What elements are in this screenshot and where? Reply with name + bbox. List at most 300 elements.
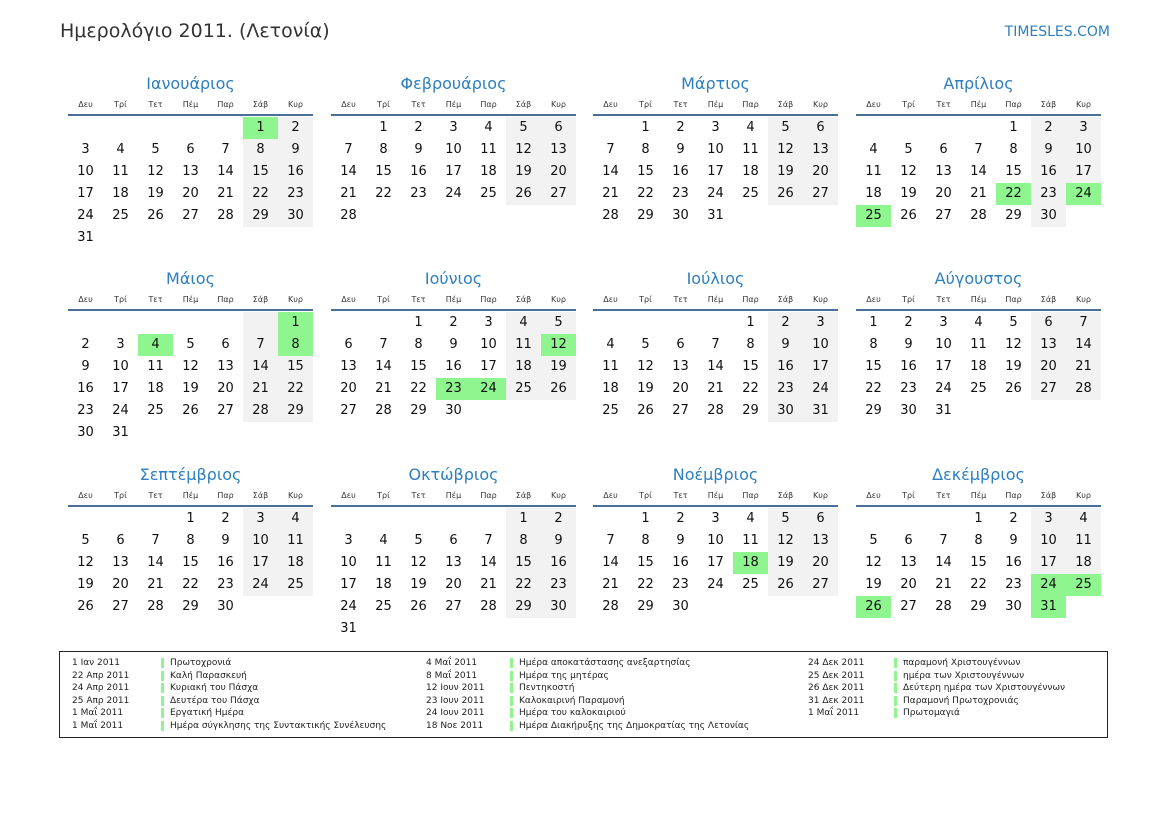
day-cell: 18	[742, 164, 759, 179]
day-cell: 3	[711, 120, 720, 135]
holiday-day-cell: 26	[856, 596, 891, 618]
day-cell: 2	[414, 120, 423, 135]
holiday-marker	[161, 658, 164, 668]
day-cell: 20	[445, 577, 462, 592]
weekday-label: Πέμ	[445, 100, 462, 109]
day-cell: 22	[278, 378, 313, 400]
weekday-label: Πέμ	[970, 100, 987, 109]
day-cell: 2	[221, 511, 230, 526]
day-cell: 5	[641, 337, 650, 352]
day-cell: 17	[112, 381, 129, 396]
weekday-label: Τετ	[673, 295, 688, 304]
day-cell: 7	[711, 337, 720, 352]
day-cell: 22	[970, 577, 987, 592]
day-cell: 18	[1066, 552, 1101, 574]
day-cell: 17	[935, 359, 952, 374]
day-cell: 27	[217, 403, 234, 418]
day-cell: 4	[379, 533, 388, 548]
day-cell: 7	[379, 337, 388, 352]
day-cell: 19	[182, 381, 199, 396]
holiday-day-cell: 4	[138, 334, 173, 356]
day-cell: 15	[637, 555, 654, 570]
day-cell: 12	[77, 555, 94, 570]
day-cell: 18	[602, 381, 619, 396]
day-cell: 10	[935, 337, 952, 352]
weekday-label: Κυρ	[1076, 295, 1091, 304]
day-cell: 9	[81, 359, 90, 374]
day-cell: 16	[410, 164, 427, 179]
day-cell: 24	[112, 403, 129, 418]
day-cell: 31	[112, 425, 129, 440]
days-grid	[68, 116, 313, 249]
day-cell: 26	[410, 599, 427, 614]
month-2	[331, 72, 576, 227]
day-cell: 7	[1066, 312, 1101, 334]
day-cell-empty	[436, 508, 471, 530]
day-cell: 19	[77, 577, 94, 592]
day-cell: 20	[340, 381, 357, 396]
holiday-name: Κυριακή του Πάσχα	[170, 683, 259, 694]
day-cell: 12	[1005, 337, 1022, 352]
day-cell: 16	[1005, 555, 1022, 570]
day-cell: 7	[484, 533, 493, 548]
day-cell: 26	[77, 599, 94, 614]
days-grid	[856, 507, 1101, 618]
day-cell: 10	[112, 359, 129, 374]
holiday-marker	[894, 708, 897, 718]
day-cell: 5	[186, 337, 195, 352]
day-cell: 28	[602, 599, 619, 614]
day-cell: 28	[375, 403, 392, 418]
day-cell: 17	[707, 555, 724, 570]
day-cell: 23	[278, 183, 313, 205]
weekday-label: Τετ	[148, 491, 163, 500]
day-cell: 11	[742, 142, 759, 157]
day-cell: 12	[506, 139, 541, 161]
day-cell: 3	[81, 142, 90, 157]
day-cell: 29	[278, 400, 313, 422]
days-grid	[331, 311, 576, 422]
day-cell: 18	[278, 552, 313, 574]
day-cell: 21	[147, 577, 164, 592]
day-cell: 20	[900, 577, 917, 592]
day-cell: 11	[506, 334, 541, 356]
day-cell: 13	[112, 555, 129, 570]
day-cell: 14	[707, 359, 724, 374]
weekday-label: Τετ	[411, 100, 426, 109]
day-cell: 22	[506, 574, 541, 596]
day-cell: 2	[1031, 117, 1066, 139]
day-cell: 18	[147, 381, 164, 396]
weekday-label: Σάβ	[252, 295, 269, 304]
holiday-day-cell: 22	[996, 183, 1031, 205]
day-cell-empty	[891, 117, 926, 139]
day-cell: 28	[243, 400, 278, 422]
day-cell: 13	[217, 359, 234, 374]
day-cell: 3	[939, 315, 948, 330]
holiday-name: Δευτέρα του Πάσχα	[170, 695, 260, 706]
weekday-label: Κυρ	[551, 100, 566, 109]
month-name: Μάιος	[166, 269, 215, 288]
day-cell: 23	[77, 403, 94, 418]
day-cell: 5	[541, 312, 576, 334]
day-cell-empty	[208, 312, 243, 334]
day-cell: 20	[112, 577, 129, 592]
day-cell: 12	[410, 555, 427, 570]
day-cell: 12	[182, 359, 199, 374]
day-cell: 10	[1031, 530, 1066, 552]
day-cell: 21	[340, 186, 357, 201]
weekday-label: Πέμ	[182, 491, 199, 500]
day-cell: 13	[340, 359, 357, 374]
weekday-label: Πέμ	[182, 295, 199, 304]
day-cell: 17	[480, 359, 497, 374]
weekday-header	[68, 487, 313, 507]
holiday-row	[426, 670, 756, 683]
holiday-row	[808, 670, 1138, 683]
holiday-marker	[161, 696, 164, 706]
day-cell: 27	[803, 574, 838, 596]
weekday-label: Δευ	[341, 295, 356, 304]
day-cell: 16	[768, 356, 803, 378]
day-cell: 21	[935, 577, 952, 592]
day-cell: 1	[186, 511, 195, 526]
weekday-label: Τρί	[377, 295, 390, 304]
holiday-date: 24 Απρ 2011	[72, 683, 130, 694]
day-cell-empty	[173, 312, 208, 334]
day-cell: 27	[340, 403, 357, 418]
month-4	[856, 72, 1101, 227]
day-cell: 11	[112, 164, 129, 179]
holiday-name: Ημέρα σύγκλησης της Συντακτικής Συνέλευσης	[170, 720, 387, 731]
day-cell: 5	[506, 117, 541, 139]
day-cell: 6	[939, 142, 948, 157]
day-cell: 4	[116, 142, 125, 157]
holiday-row	[426, 695, 756, 708]
holiday-name: παραμονή Χριστουγέννων	[903, 658, 1021, 668]
day-cell: 24	[445, 186, 462, 201]
day-cell: 5	[81, 533, 90, 548]
day-cell: 9	[768, 334, 803, 356]
day-cell: 3	[711, 511, 720, 526]
day-cell: 23	[672, 577, 689, 592]
day-cell: 23	[1005, 577, 1022, 592]
weekday-label: Δευ	[866, 295, 881, 304]
holiday-row	[72, 670, 402, 683]
weekday-label: Παρ	[1005, 295, 1022, 304]
day-cell: 23	[541, 574, 576, 596]
month-12	[856, 463, 1101, 618]
weekday-label: Τετ	[148, 100, 163, 109]
holiday-date: 1 Μαΐ 2011	[808, 708, 860, 719]
day-cell: 9	[1009, 533, 1018, 548]
day-cell: 17	[77, 186, 94, 201]
day-cell: 11	[742, 533, 759, 548]
day-cell: 20	[803, 552, 838, 574]
weekday-header	[593, 487, 838, 507]
day-cell: 3	[803, 312, 838, 334]
weekday-label: Κυρ	[288, 491, 303, 500]
weekday-header	[331, 487, 576, 507]
day-cell: 20	[182, 186, 199, 201]
day-cell: 31	[707, 208, 724, 223]
day-cell-empty	[961, 117, 996, 139]
day-cell: 30	[278, 205, 313, 227]
day-cell: 6	[904, 533, 913, 548]
day-cell-empty	[926, 117, 961, 139]
weekday-label: Κυρ	[1076, 100, 1091, 109]
day-cell: 22	[637, 577, 654, 592]
day-cell: 26	[147, 208, 164, 223]
day-cell: 2	[1009, 511, 1018, 526]
day-cell: 10	[707, 142, 724, 157]
holiday-marker	[510, 658, 513, 668]
weekday-label: Τρί	[114, 100, 127, 109]
weekday-label: Παρ	[742, 295, 759, 304]
day-cell: 4	[484, 120, 493, 135]
day-cell: 28	[480, 599, 497, 614]
day-cell: 25	[602, 403, 619, 418]
holiday-column	[426, 657, 756, 733]
day-cell: 2	[278, 117, 313, 139]
holiday-row	[808, 682, 1138, 695]
holiday-day-cell: 24	[1031, 574, 1066, 596]
day-cell: 3	[1031, 508, 1066, 530]
day-cell: 4	[1066, 508, 1101, 530]
day-cell: 19	[541, 356, 576, 378]
weekday-label: Σάβ	[252, 491, 269, 500]
holiday-date: 24 Ιουν 2011	[426, 708, 485, 719]
day-cell: 18	[865, 186, 882, 201]
holiday-marker	[510, 721, 513, 731]
weekday-label: Κυρ	[813, 100, 828, 109]
day-cell: 30	[217, 599, 234, 614]
day-cell: 15	[278, 356, 313, 378]
day-cell: 15	[637, 164, 654, 179]
day-cell-empty	[628, 312, 663, 334]
holiday-marker	[894, 683, 897, 693]
day-cell: 13	[935, 164, 952, 179]
day-cell: 8	[641, 142, 650, 157]
holiday-day-cell: 24	[1066, 183, 1101, 205]
day-cell: 11	[278, 530, 313, 552]
month-9	[68, 463, 313, 618]
weekday-header	[593, 291, 838, 311]
day-cell: 18	[112, 186, 129, 201]
weekday-label: Τρί	[114, 295, 127, 304]
day-cell: 24	[707, 186, 724, 201]
holiday-marker	[161, 721, 164, 731]
day-cell: 15	[243, 161, 278, 183]
day-cell: 15	[506, 552, 541, 574]
day-cell: 15	[970, 555, 987, 570]
day-cell: 19	[768, 552, 803, 574]
day-cell: 5	[904, 142, 913, 157]
day-cell: 12	[637, 359, 654, 374]
day-cell: 7	[606, 533, 615, 548]
day-cell: 23	[217, 577, 234, 592]
weekday-label: Τρί	[639, 295, 652, 304]
weekday-label: Σάβ	[777, 100, 794, 109]
holiday-date: 4 Μαΐ 2011	[426, 658, 478, 668]
weekday-header	[331, 291, 576, 311]
day-cell: 12	[865, 555, 882, 570]
day-cell: 14	[480, 555, 497, 570]
day-cell: 2	[541, 508, 576, 530]
day-cell: 18	[506, 356, 541, 378]
day-cell: 21	[970, 186, 987, 201]
holiday-date: 24 Δεκ 2011	[808, 658, 865, 668]
day-cell: 23	[900, 381, 917, 396]
day-cell: 27	[803, 183, 838, 205]
day-cell: 23	[768, 378, 803, 400]
day-cell: 24	[707, 577, 724, 592]
day-cell: 16	[672, 164, 689, 179]
day-cell: 21	[707, 381, 724, 396]
holiday-date: 12 Ιουν 2011	[426, 683, 485, 694]
holiday-day-cell: 8	[278, 334, 313, 356]
month-name: Ιούλιος	[686, 269, 745, 288]
day-cell: 23	[410, 186, 427, 201]
day-cell: 13	[803, 530, 838, 552]
month-name: Αύγουστος	[934, 269, 1023, 288]
day-cell: 1	[641, 511, 650, 526]
day-cell: 21	[602, 577, 619, 592]
day-cell: 11	[602, 359, 619, 374]
day-cell: 28	[147, 599, 164, 614]
day-cell: 31	[803, 400, 838, 422]
weekday-label: Τετ	[411, 491, 426, 500]
weekday-label: Κυρ	[288, 295, 303, 304]
day-cell: 11	[375, 555, 392, 570]
day-cell: 8	[186, 533, 195, 548]
weekday-label: Παρ	[217, 295, 234, 304]
day-cell: 8	[746, 337, 755, 352]
holiday-row	[808, 695, 1138, 708]
weekday-label: Κυρ	[288, 100, 303, 109]
day-cell: 14	[375, 359, 392, 374]
day-cell: 5	[768, 508, 803, 530]
day-cell: 1	[869, 315, 878, 330]
weekday-label: Παρ	[480, 491, 497, 500]
weekday-label: Σάβ	[777, 491, 794, 500]
day-cell: 18	[970, 359, 987, 374]
day-cell: 15	[865, 359, 882, 374]
day-cell: 26	[768, 183, 803, 205]
day-cell-empty	[698, 312, 733, 334]
day-cell: 2	[449, 315, 458, 330]
day-cell: 30	[77, 425, 94, 440]
day-cell: 7	[974, 142, 983, 157]
day-cell: 11	[1066, 530, 1101, 552]
day-cell: 6	[221, 337, 230, 352]
day-cell: 21	[480, 577, 497, 592]
day-cell: 21	[217, 186, 234, 201]
days-grid	[856, 311, 1101, 422]
month-name: Απρίλιος	[943, 74, 1014, 93]
day-cell: 29	[506, 596, 541, 618]
day-cell: 22	[637, 186, 654, 201]
holiday-row	[426, 720, 756, 733]
days-grid	[68, 311, 313, 444]
day-cell-empty	[68, 508, 103, 530]
month-3	[593, 72, 838, 227]
holiday-marker	[161, 683, 164, 693]
day-cell: 29	[865, 403, 882, 418]
weekday-label: Παρ	[742, 100, 759, 109]
holiday-row	[808, 657, 1138, 670]
day-cell: 10	[803, 334, 838, 356]
weekday-label: Τετ	[673, 100, 688, 109]
day-cell: 3	[1066, 117, 1101, 139]
holiday-marker	[161, 708, 164, 718]
day-cell: 13	[1031, 334, 1066, 356]
holiday-row	[72, 682, 402, 695]
weekday-label: Κυρ	[813, 295, 828, 304]
day-cell: 11	[480, 142, 497, 157]
day-cell: 13	[672, 359, 689, 374]
day-cell: 4	[746, 120, 755, 135]
day-cell-empty	[103, 117, 138, 139]
brand-link[interactable]: TIMESLES.COM	[1004, 24, 1110, 40]
day-cell-empty	[103, 312, 138, 334]
month-name: Φεβρουάριος	[400, 74, 507, 93]
day-cell: 13	[900, 555, 917, 570]
weekday-header	[331, 96, 576, 116]
weekday-label: Δευ	[341, 491, 356, 500]
day-cell: 7	[151, 533, 160, 548]
day-cell: 5	[1009, 315, 1018, 330]
holiday-name: Πρωτομαγιά	[903, 708, 960, 719]
day-cell: 16	[217, 555, 234, 570]
month-7	[593, 267, 838, 422]
holiday-column	[808, 657, 1138, 720]
day-cell: 30	[672, 599, 689, 614]
day-cell: 6	[186, 142, 195, 157]
day-cell: 19	[637, 381, 654, 396]
days-grid	[593, 311, 838, 422]
day-cell: 15	[410, 359, 427, 374]
day-cell: 5	[869, 533, 878, 548]
weekday-label: Δευ	[341, 100, 356, 109]
day-cell: 25	[147, 403, 164, 418]
day-cell: 19	[147, 186, 164, 201]
day-cell: 16	[541, 552, 576, 574]
day-cell: 8	[1009, 142, 1018, 157]
day-cell: 27	[445, 599, 462, 614]
day-cell: 19	[900, 186, 917, 201]
weekday-label: Πέμ	[445, 491, 462, 500]
holiday-row	[426, 657, 756, 670]
day-cell: 14	[1066, 334, 1101, 356]
weekday-label: Κυρ	[813, 491, 828, 500]
days-grid	[593, 507, 838, 618]
day-cell: 9	[414, 142, 423, 157]
day-cell: 9	[221, 533, 230, 548]
holiday-row	[808, 707, 1138, 720]
day-cell: 29	[1005, 208, 1022, 223]
weekday-label: Σάβ	[1040, 491, 1057, 500]
weekday-label: Παρ	[480, 295, 497, 304]
day-cell: 12	[768, 530, 803, 552]
day-cell: 8	[506, 530, 541, 552]
day-cell: 29	[637, 599, 654, 614]
holiday-date: 1 Μαΐ 2011	[72, 708, 124, 719]
day-cell: 10	[707, 533, 724, 548]
weekday-label: Πέμ	[707, 100, 724, 109]
weekday-label: Κυρ	[1076, 491, 1091, 500]
day-cell: 4	[606, 337, 615, 352]
